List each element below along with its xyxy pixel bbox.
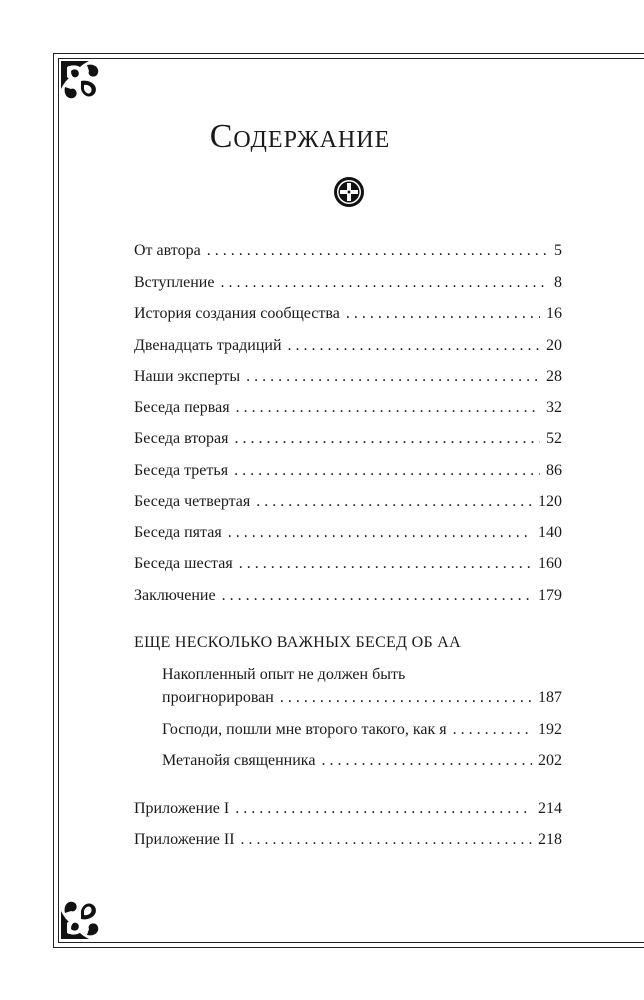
page-title: Содержание (209, 118, 391, 155)
toc-entry[interactable] (134, 238, 562, 264)
toc-entry[interactable] (134, 301, 562, 327)
toc-entry[interactable] (134, 827, 562, 853)
leader-dots (207, 238, 548, 264)
cross-ornament-icon (333, 176, 365, 208)
toc-entry-page: 8 (554, 274, 562, 291)
toc-entry-label: Беседа вторая (134, 430, 229, 447)
toc-entry-page: 32 (546, 399, 562, 416)
leader-dots (246, 364, 540, 390)
toc-entry-label: Приложение II (134, 831, 235, 848)
toc-entry[interactable] (134, 520, 562, 546)
toc-entry-label: Метанойя священника (162, 752, 316, 769)
toc-entry[interactable] (134, 270, 562, 296)
toc-entry[interactable] (134, 551, 562, 577)
leader-dots (280, 685, 532, 711)
leader-dots (256, 489, 532, 515)
toc-entry-label: История создания сообщества (134, 305, 340, 322)
leader-dots (241, 827, 532, 853)
toc-entry-page: 140 (538, 524, 562, 541)
leader-dots (235, 796, 532, 822)
toc-entry[interactable] (134, 458, 562, 484)
toc-entry[interactable] (134, 395, 562, 421)
leader-dots (220, 270, 548, 296)
leader-dots (239, 551, 532, 577)
toc-entry-page: 187 (538, 689, 562, 706)
toc-entry-label: Двенадцать традиций (134, 337, 282, 354)
toc-entry-label: Беседа первая (134, 399, 230, 416)
toc-subentry[interactable] (162, 748, 562, 774)
toc-entry-page: 192 (538, 721, 562, 738)
toc-entry-label: От автора (134, 242, 201, 259)
toc-entry-label: Наши эксперты (134, 368, 241, 385)
toc-entry[interactable] (134, 489, 562, 515)
toc-subentry[interactable] (162, 717, 562, 743)
toc-entry-page: 202 (538, 752, 562, 769)
toc-entry-label-line1[interactable]: Накопленный опыт не должен быть (162, 666, 406, 683)
toc-entry-label: Господи, пошли мне второго такого, как я (162, 721, 447, 738)
toc-entry-label: Беседа пятая (134, 524, 222, 541)
toc-entry-label: проигнорирован (162, 689, 274, 706)
toc-entry-label: Вступление (134, 274, 215, 291)
toc-entry-label: Заключение (134, 587, 216, 604)
toc-entry-page: 20 (546, 337, 562, 354)
toc-subentry[interactable] (162, 685, 562, 711)
toc-entry-page: 5 (554, 242, 562, 259)
toc-entry[interactable] (134, 333, 562, 359)
toc-entry-page: 28 (546, 368, 562, 385)
leader-dots (321, 748, 532, 774)
leader-dots (236, 395, 540, 421)
toc-entry-page: 179 (538, 587, 562, 604)
toc-entry-page: 214 (538, 800, 562, 817)
corner-ornament-top-icon (59, 59, 107, 107)
toc-entry-label: Беседа третья (134, 462, 229, 479)
toc-entry-page: 160 (538, 555, 562, 572)
toc-entry[interactable] (134, 364, 562, 390)
corner-ornament-bottom-icon (59, 893, 107, 941)
toc-entry-page: 218 (538, 831, 562, 848)
toc-entry-label: Беседа четвертая (134, 493, 251, 510)
toc-entry-page: 120 (538, 493, 562, 510)
toc-entry[interactable] (134, 796, 562, 822)
toc-entry-page: 52 (546, 430, 562, 447)
toc-entry-page: 86 (546, 462, 562, 479)
toc-entry[interactable] (134, 583, 562, 609)
toc-entry-label: Приложение I (134, 800, 230, 817)
toc-entry-page: 16 (546, 305, 562, 322)
leader-dots (222, 583, 532, 609)
toc-entry-label: Беседа шестая (134, 555, 233, 572)
leader-dots (234, 458, 540, 484)
toc-entry[interactable] (134, 426, 562, 452)
leader-dots (235, 426, 540, 452)
leader-dots (228, 520, 532, 546)
leader-dots (346, 301, 540, 327)
leader-dots (288, 333, 541, 359)
section-heading: ЕЩЕ НЕСКОЛЬКО ВАЖНЫХ БЕСЕД ОБ АА (134, 634, 461, 651)
leader-dots (453, 717, 532, 743)
